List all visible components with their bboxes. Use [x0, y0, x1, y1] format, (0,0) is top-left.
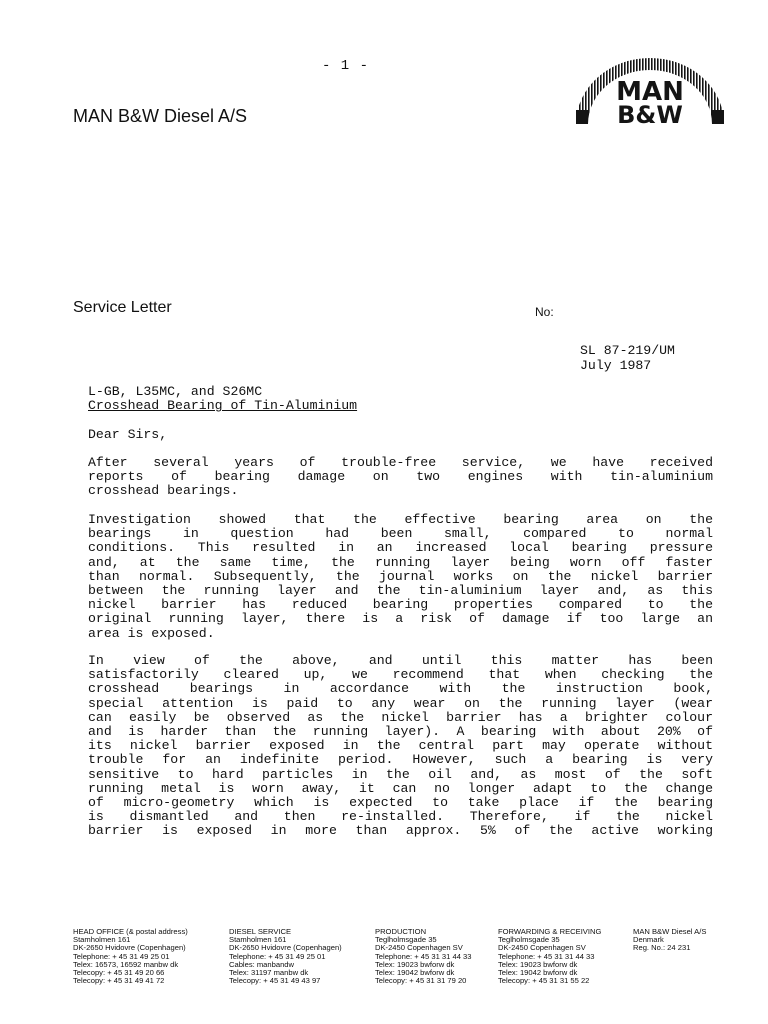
footer-line: DIESEL SERVICE [229, 927, 292, 936]
footer-line: Telex: 19042 bwforw dk [498, 968, 578, 978]
text-line: special attention is paid to any wear on the running layer (wear [88, 695, 713, 711]
footer-line: Telecopy: + 45 31 31 55 22 [498, 976, 590, 986]
footer-head-office [73, 928, 188, 985]
footer-addresses [73, 928, 733, 992]
text-line: Investigation showed that the effective bearing area on the [88, 512, 713, 527]
text-line: can easily be observed as the nickel barrier has a brighter colour [88, 709, 713, 725]
reference-number: SL 87-219/UM [580, 343, 675, 358]
footer-line: Telex: 19023 bwforw dk [498, 959, 578, 969]
footer-line: DK-2450 Copenhagen SV [498, 943, 586, 953]
text-line: running metal is worn away, it can no longer adapt to the change [88, 780, 713, 796]
footer-line: Teglholmsgade 35 [498, 935, 560, 945]
text-line: bearings in question had been small, compared to normal [88, 526, 713, 542]
text-line: In view of the above, and until this matter has been [88, 653, 713, 668]
company-name: MAN B&W Diesel A/S [73, 106, 248, 126]
letter-type: Service Letter [73, 299, 172, 316]
footer-line: DK-2650 Hvidovre (Copenhagen) [73, 943, 186, 953]
text-line: than normal. Subsequently, the journal works on the nickel barrier [88, 568, 713, 584]
footer-line: PRODUCTION [375, 927, 427, 936]
text-line: nickel barrier has reduced bearing properties compared to the [88, 597, 713, 613]
footer-forwarding [498, 928, 601, 985]
number-label: No: [535, 305, 554, 319]
footer-line: Telecopy: + 45 31 49 20 66 [73, 968, 165, 978]
text-line: sensitive to hard particles in the oil and, as most of the soft [88, 766, 713, 782]
paragraph [88, 456, 713, 499]
text-line: original running layer, there is a risk of damage if too large an [88, 611, 713, 627]
man-bw-logo [570, 46, 730, 128]
subject-engines: L-GB, L35MC, and S26MC [88, 384, 263, 399]
text-line: After several years of trouble-free service, we have received [88, 455, 713, 470]
text-line: trouble for an indefinite period. However, such a bearing is very [88, 752, 713, 768]
footer-line: Telecopy: + 45 31 49 43 97 [229, 976, 321, 986]
text-line: and, at the same time, the running layer being worn off faster [88, 554, 713, 570]
footer-line: Telex: 31197 manbw dk [229, 968, 309, 978]
footer-line: Telephone: + 45 31 31 44 33 [498, 951, 595, 961]
footer-line: FORWARDING & RECEIVING [498, 927, 602, 936]
text-line: its nickel barrier exposed in the central part may operate without [88, 738, 713, 754]
paragraph [88, 654, 713, 839]
text-line: barrier is exposed in more than approx. 5% of the active working [88, 823, 713, 839]
footer-line: MAN B&W Diesel A/S [633, 927, 707, 936]
text-line: area is exposed. [88, 625, 215, 641]
text-line: between the running layer and the tin-aluminium layer and, as this [88, 583, 713, 599]
footer-line: Telex: 19023 bwforw dk [375, 959, 455, 969]
footer-line: HEAD OFFICE (& postal address) [73, 927, 188, 936]
text-line: conditions. This resulted in an increased local bearing pressure [88, 540, 713, 556]
text-line: and is harder than the running layer). A bearing with about 20% of [88, 724, 713, 740]
footer-line: Denmark [633, 935, 664, 945]
footer-line: Cables: manbandw [229, 959, 295, 969]
footer-line: Teglholmsgade 35 [375, 935, 437, 945]
footer-line: Telex: 16573, 16592 manbw dk [73, 959, 179, 969]
page-number: - 1 - [322, 58, 370, 74]
footer-line: Reg. No.: 24 231 [633, 943, 691, 953]
footer-line: DK-2450 Copenhagen SV [375, 943, 463, 953]
letter-date: July 1987 [580, 358, 652, 373]
text-line: of micro-geometry which is expected to take place if the bearing [88, 795, 713, 811]
footer-line: Telecopy: + 45 31 49 41 72 [73, 976, 165, 986]
logo-text-man: MAN [616, 77, 684, 107]
text-line: crosshead bearings. [88, 483, 239, 499]
text-line: is dismantled and then re-installed. Therefore, if the nickel [88, 809, 713, 825]
logo-text-bw: B&W [617, 101, 683, 128]
footer-line: DK-2650 Hvidovre (Copenhagen) [229, 943, 342, 953]
footer-line: Telephone: + 45 31 49 25 01 [229, 951, 326, 961]
footer-company-reg [633, 928, 706, 953]
footer-line: Telex: 19042 bwforw dk [375, 968, 455, 978]
salutation: Dear Sirs, [88, 427, 168, 442]
text-line: satisfactorily cleared up, we recommend that when checking the [88, 667, 713, 683]
footer-line: Telephone: + 45 31 49 25 01 [73, 951, 170, 961]
footer-line: Telecopy: + 45 31 31 79 20 [375, 976, 467, 986]
subject-title: Crosshead Bearing of Tin-Aluminium [88, 398, 358, 414]
text-line: reports of bearing damage on two engines with tin-aluminium [88, 469, 713, 485]
footer-diesel-service [229, 928, 342, 985]
footer-line: Stamholmen 161 [73, 935, 131, 945]
footer-line: Stamholmen 161 [229, 935, 287, 945]
text-line: crosshead bearings in accordance with the instruction book, [88, 681, 713, 697]
footer-line: Telephone: + 45 31 31 44 33 [375, 951, 472, 961]
reference-block [580, 343, 675, 373]
subject-block [88, 385, 357, 413]
paragraph [88, 513, 713, 641]
footer-production [375, 928, 471, 985]
